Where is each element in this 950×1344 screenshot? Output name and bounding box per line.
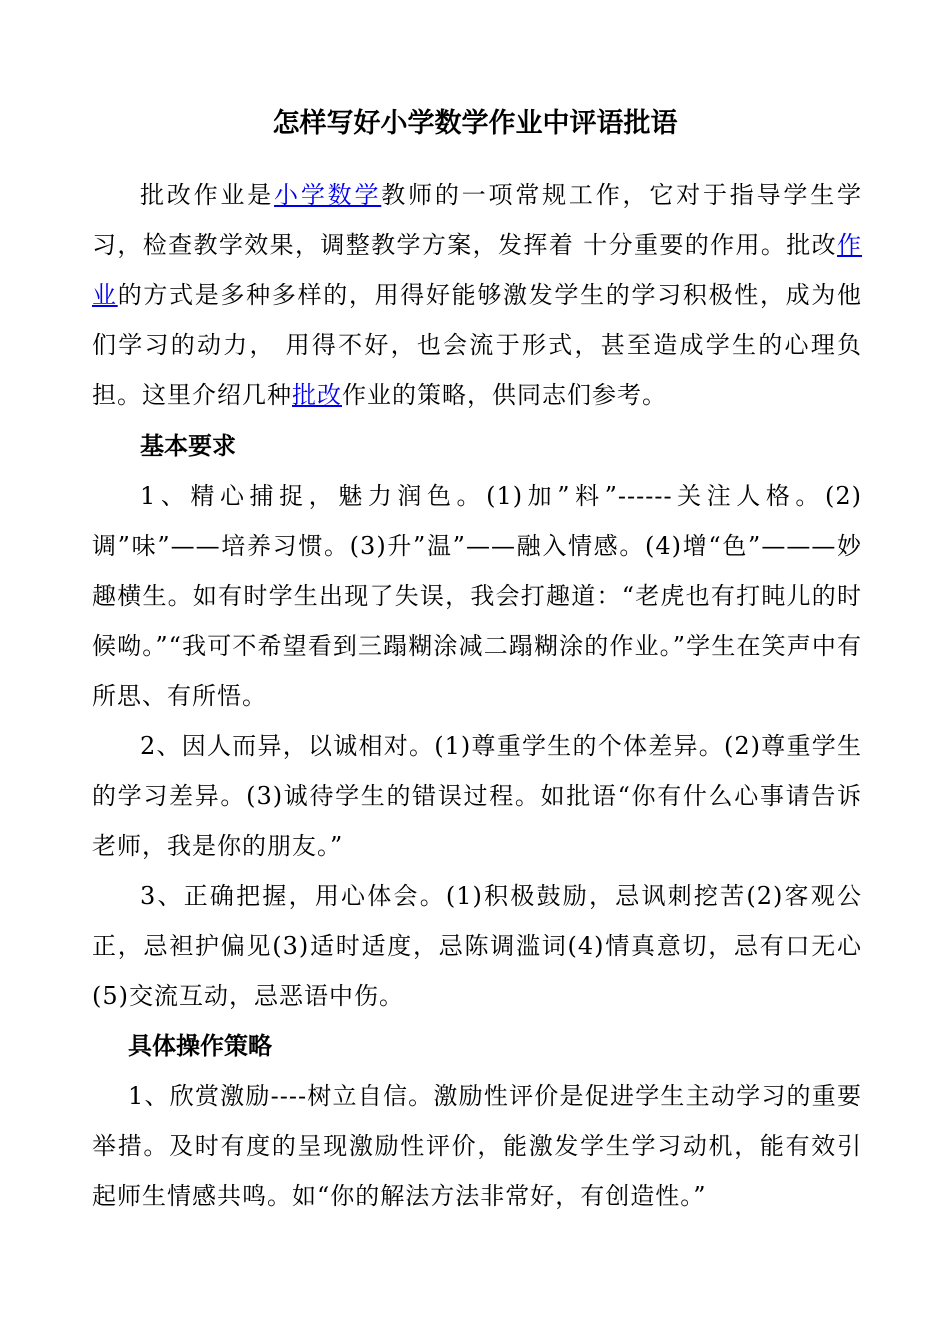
link-primary-math[interactable]: 小学数学 xyxy=(274,181,382,209)
requirement-paragraph-3: 3、正确把握，用心体会。(1)积极鼓励，忌讽刺挖苦(2)客观公正，忌袒护偏见(3)适时适度，忌陈调滥词(4)情真意切，忌有口无心(5)交流互动，忌恶语中伤。 xyxy=(92,882,862,1010)
section-heading-basic-requirements: 基本要求 xyxy=(140,431,236,460)
requirement-paragraph-2: 2、因人而异，以诚相对。(1)尊重学生的个体差异。(2)尊重学生的学习差异。(3)诚待学生的错误过程。如批语“你有什么心事请告诉老师，我是你的朋友。” xyxy=(92,732,862,860)
strategy-paragraph-1: 1、欣赏激励----树立自信。激励性评价是促进学生主动学习的重要举措。及时有度的呈现激励性评价，能激发学生学习动机，能有效引起师生情感共鸣。如“你的解法方法非常好，有创造性。” xyxy=(92,1082,862,1210)
document-title: 怎样写好小学数学作业中评语批语 xyxy=(272,108,678,139)
intro-text-1: 批改作业是 xyxy=(140,181,275,209)
intro-text-2: 教师的一项常规工作，它对于指导学生学习，检查教学效果，调整教学方案，发挥着 十分重要的作用。批改 xyxy=(92,181,863,259)
intro-text-3: 的方式是多种多样的，用得好能够激发学生的学习积极性，成为他们学习的动力， 用得不好，也会流于形式，甚至造成学生的心理负担。这里介绍几种 xyxy=(92,281,863,409)
intro-text-4: 作业的策略，供同志们参考。 xyxy=(342,381,667,409)
link-homework[interactable]: 作业 xyxy=(92,231,862,309)
requirement-paragraph-1: 1、精心捕捉，魅力润色。(1)加”料”------关注人格。(2)调”味”——培养习惯。(3)升”温”——融入情感。(4)增“色”———妙趣横生。如有时学生出现了失误，我会打趣道：“老虎也有打盹儿的时候呦。”“我可不希望看到三蹋糊涂减二蹋糊涂的作业。”学生在笑声中有所思、有所悟。 xyxy=(92,482,862,710)
link-grading[interactable]: 批改 xyxy=(292,381,342,409)
intro-paragraph xyxy=(92,170,862,420)
section-heading-specific-strategies: 具体操作策略 xyxy=(128,1031,272,1060)
